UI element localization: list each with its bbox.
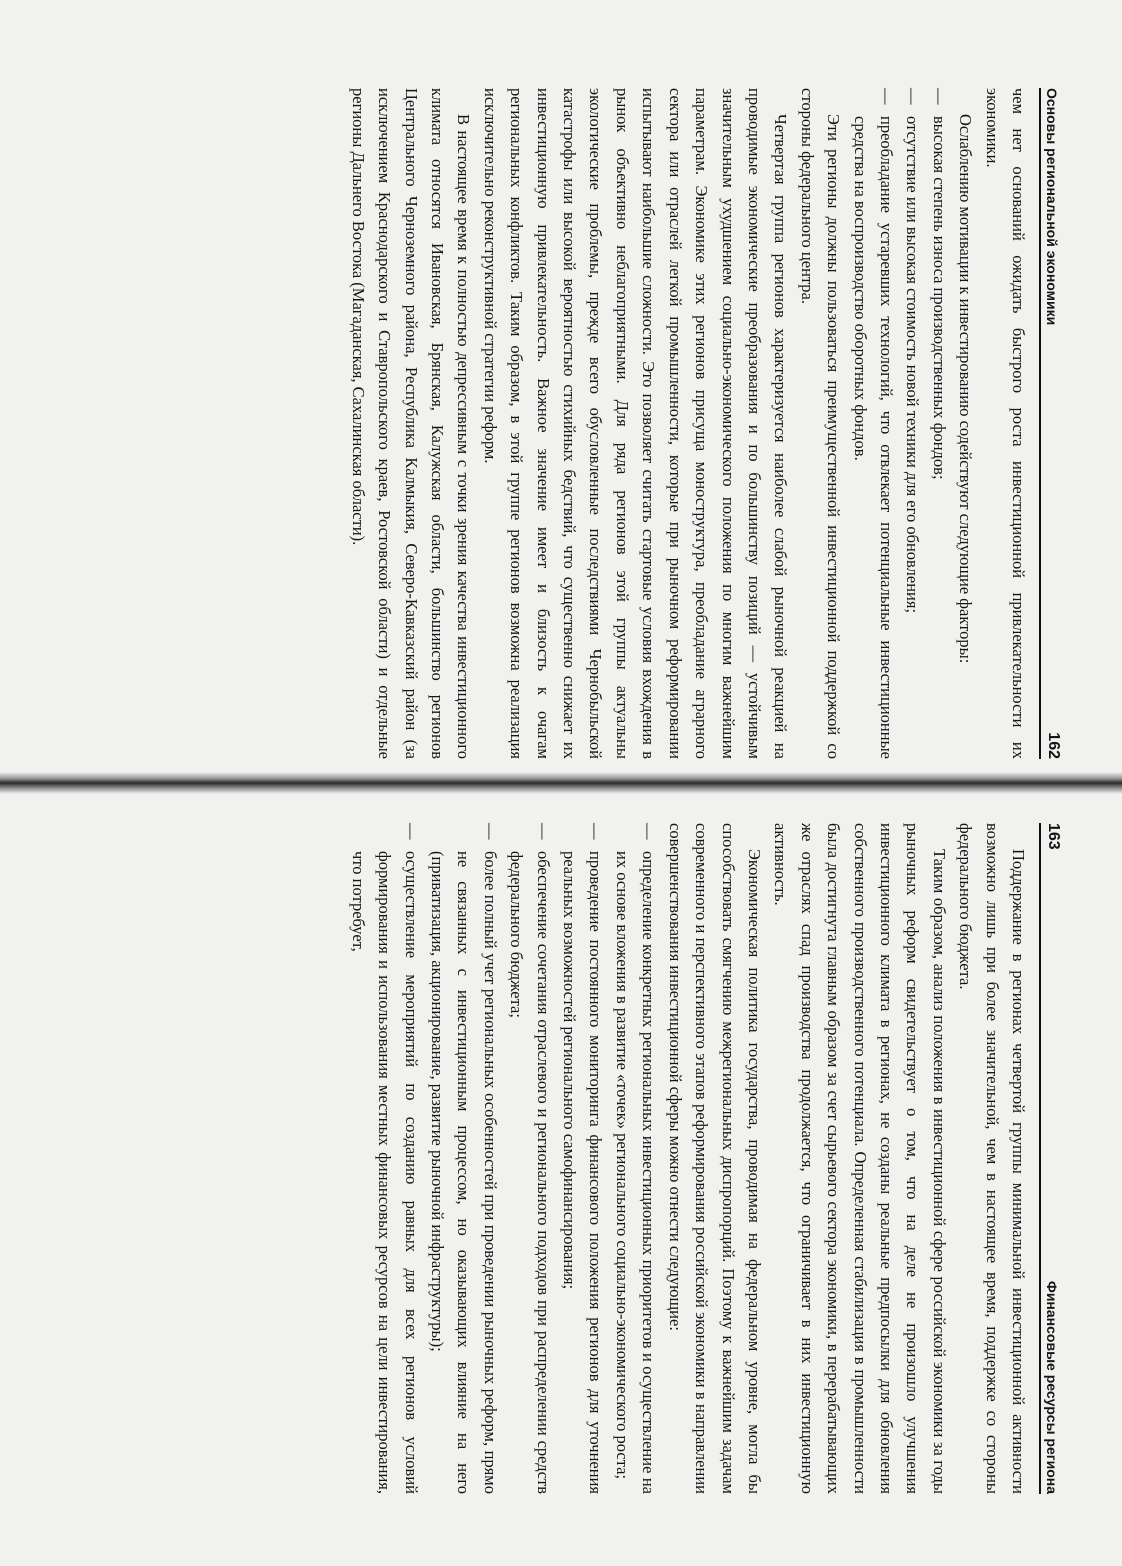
running-head-left [1039,88,1062,759]
book-gutter [0,772,1122,794]
paragraph: чем нет оснований ожидать быстрого роста инвестиционной привлекательности их экономики. [982,88,1028,759]
left-page-text [344,88,1031,759]
bullet-list [846,88,952,759]
paragraph: В настоящее время к полностью депрессивным с точки зрения качества инвестиционного климата относятся Ивановская, Брянская, Калужская области, большинство регионов Центрального Черноземного района, Республика Калмыкия, Северо-Кавказский район (за исключением Краснодарского и Ставропольского краев, Ростовской области) и отдельные регионы Дальнего Востока (Магаданская, Сахалинская области). [348,88,474,759]
right-page [0,783,1122,1566]
bullet-list [344,823,661,1494]
list-item: — определение конкретных региональных инвестиционных приоритетов и осуществление на их основе вложения в развитие «точек» регионального социально-экономического роста; [609,823,662,1494]
paragraph: Четвертая группа регионов характеризуется наиболее слабой рыночной реакцией на проводимые экономические преобразования и по большинству позиций — устойчивым значительным ухудшением социально-экономического положения по многим важнейшим параметрам. Экономике этих регионов присуща моноструктура, преобладание аграрного сектора или отраслей легкой промышленности, которые при рыночном реформировании испытывают наибольшие сложности. Это позволяет считать стартовые условия вхождения в рынок объективно неблагоприятными. Для ряда регионов этой группы актуальны экологические проблемы, прежде всего обусловленные последствиями Чернобыльской катастрофы или высокой вероятностью стихийных бедствий, что существенно снижает их инвестиционную привлекательность. Важное значение имеет и близость к очагам региональных конфликтов. Таким образом, в этой группе регионов возможна реализация исключительно реконструктивной стратегии реформ. [480,88,791,759]
list-item: — осуществление мероприятий по созданию равных для всех регионов условий формирования и использования местных финансовых ресурсов на цели инвестирования, что потребует, [344,823,423,1494]
list-item: — более полный учет региональных особенностей при проведении рыночных реформ, прямо не связанных с инвестиционным процессом, но оказывающих влияние на него (приватизация, акционирование, развитие рыночной инфраструктуры); [424,823,503,1494]
list-item: — обеспечение сочетания отраслевого и регионального подходов при распределении средств федерального бюджета; [503,823,556,1494]
right-page-text [344,823,1031,1494]
running-head-title: Основы региональной экономики [1044,88,1060,326]
page-number: 162 [1045,732,1062,759]
paragraph: Эти регионы должны пользоваться преимущественной инвестиционной поддержкой со стороны федерального центра. [797,88,844,759]
list-item: — преобладание устаревших технологий, что отвлекает потенциальные инвестиционные средства на воспроизводство оборотных фондов. [846,88,899,759]
list-item: — высокая степень износа производственных фондов; [925,88,951,759]
paragraph: Экономическая политика государства, проводимая на федеральном уровне, могла бы способствовать смягчению межрегиональных диспропорций. Поэтому к важнейшим задачам современного и перспективного этапов реформирования российской экономики в направлении совершенствования инвестиционной сферы можно отнести следующие: [665,823,764,1494]
paragraph: Ослаблению мотивации к инвестированию содействуют следующие факторы: [956,114,976,664]
page-number: 163 [1045,823,1062,850]
running-head-right [1039,823,1062,1494]
paragraph: Таким образом, анализ положения в инвестиционной сфере российской экономики за годы рыночных реформ свидетельствует о том, что на деле не произошло улучшения инвестиционного климата в регионах, не созданы реальные предпосылки для обновления собственного производственного потенциала. Определенная стабилизация в промышленности была достигнута главным образом за счет сырьевого сектора экономики, в перерабатывающих же отраслях спад производства продолжается, что ограничивает в них инвестиционную активность. [771,823,949,1494]
running-head-title: Финансовые ресурсы региона [1044,1280,1060,1494]
paragraph: Поддержание в регионах четвертой группы минимальной инвестиционной активности возможно лишь при более значительной, чем в настоящее время, поддержке со стороны федерального бюджета. [956,823,1028,1494]
list-item: — отсутствие или высокая стоимость новой техники для его обновления; [899,88,925,759]
list-item: — проведение постоянного мониторинга финансового положения регионов для уточнения реальных возможностей регионального самофинансирования; [556,823,609,1494]
